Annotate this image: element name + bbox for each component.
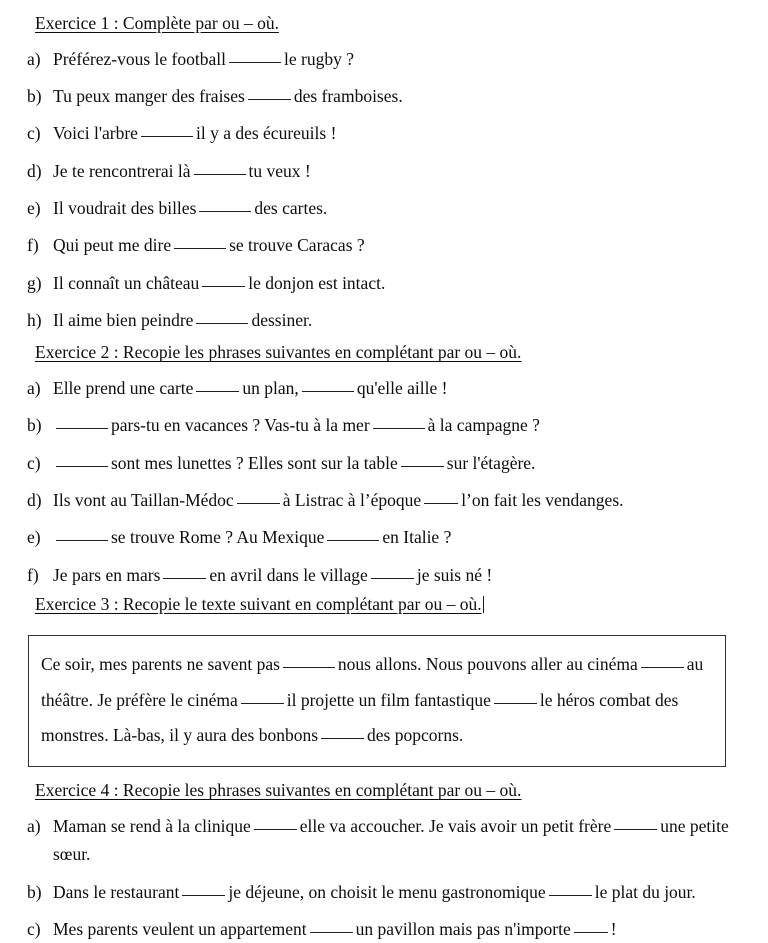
item-text-before: Il aime bien peindre — [53, 310, 194, 331]
item-text-part2: à Listrac à l’époque — [282, 490, 422, 511]
item-text-part3: en Italie ? — [382, 527, 452, 548]
item-text-before: Je te rencontrerai là — [53, 160, 191, 181]
list-item — [0, 915, 768, 943]
list-item — [0, 486, 768, 514]
item-text-part2: en avril dans le village — [209, 564, 368, 585]
exercise-1-heading-text: Exercice 1 : Complète par ou – où. — [35, 13, 279, 33]
item-marker: a) — [27, 48, 41, 69]
answer-blank[interactable] — [229, 50, 281, 63]
item-text-before: Il connaît un château — [53, 272, 200, 293]
list-item — [0, 45, 768, 73]
list-item — [0, 269, 768, 297]
answer-blank[interactable] — [401, 454, 444, 467]
item-text-part3: l’on fait les vendanges. — [461, 490, 624, 511]
text-part-4: il projette un film fantastique — [286, 689, 491, 710]
answer-blank[interactable] — [196, 311, 248, 324]
answer-blank[interactable] — [141, 124, 193, 137]
list-item — [0, 812, 768, 869]
item-text-part1: Ils vont au Taillan-Médoc — [53, 490, 234, 511]
item-text-part1: Je pars en mars — [53, 564, 161, 585]
exercise-4-heading — [35, 779, 768, 803]
exercise-3-heading-text: Exercice 3 : Recopie le texte suivant en complétant par ou – où. — [35, 594, 482, 615]
item-text-part2: un pavillon mais pas n'importe — [355, 918, 571, 939]
answer-blank[interactable] — [199, 199, 251, 212]
exercise-4-list — [0, 812, 768, 943]
item-text-after: dessiner. — [251, 310, 313, 331]
item-text-part3: sur l'étagère. — [446, 452, 536, 473]
item-text-part2: sont mes lunettes ? Elles sont sur la table — [111, 452, 398, 473]
answer-blank[interactable] — [196, 379, 239, 392]
answer-blank[interactable] — [254, 817, 297, 830]
answer-blank[interactable] — [614, 817, 657, 830]
item-marker: g) — [27, 272, 42, 293]
answer-blank[interactable] — [574, 920, 608, 933]
item-marker: c) — [27, 918, 41, 939]
list-item — [0, 374, 768, 402]
item-text-part2: elle va accoucher. Je vais avoir un petit frère — [299, 815, 612, 836]
item-text-part3: je suis né ! — [416, 564, 493, 585]
item-marker: c) — [27, 452, 41, 473]
answer-blank[interactable] — [248, 87, 291, 100]
item-text-part3: ! — [610, 918, 617, 939]
list-item — [0, 411, 768, 439]
item-marker: a) — [27, 378, 41, 398]
item-marker: b) — [27, 881, 42, 902]
answer-blank[interactable] — [174, 236, 226, 249]
answer-blank[interactable] — [56, 416, 108, 429]
list-item — [0, 306, 768, 334]
list-item — [0, 449, 768, 477]
answer-blank[interactable] — [373, 416, 425, 429]
item-marker: f) — [27, 564, 39, 585]
answer-blank[interactable] — [163, 566, 206, 579]
item-marker: h) — [27, 310, 42, 331]
answer-blank[interactable] — [302, 379, 354, 392]
answer-blank[interactable] — [549, 883, 592, 896]
text-part-3: au théâtre. Je préfère le cinéma — [41, 653, 704, 710]
answer-blank[interactable] — [321, 726, 364, 739]
item-text-after: le donjon est intact. — [248, 272, 386, 293]
item-text-after: des cartes. — [254, 198, 328, 218]
answer-blank[interactable] — [182, 883, 225, 896]
exercise-1-list — [0, 45, 768, 335]
answer-blank[interactable] — [241, 691, 284, 704]
exercise-2-list — [0, 374, 768, 589]
list-item — [0, 119, 768, 147]
answer-blank[interactable] — [494, 691, 537, 704]
item-text-part1: Dans le restaurant — [53, 881, 180, 902]
list-item — [0, 231, 768, 259]
item-text-after: le rugby ? — [283, 48, 354, 69]
item-text-after: des framboises. — [293, 85, 403, 106]
item-text-after: il y a des écureuils ! — [195, 123, 337, 144]
answer-blank[interactable] — [310, 920, 353, 933]
item-text-part3: une petite sœur. — [53, 815, 729, 865]
item-marker: b) — [27, 85, 42, 106]
answer-blank[interactable] — [56, 528, 108, 541]
item-text-before: Il voudrait des billes — [53, 198, 197, 218]
item-marker: e) — [27, 198, 41, 218]
list-item — [0, 523, 768, 551]
answer-blank[interactable] — [641, 655, 684, 668]
exercise-3-heading — [35, 593, 768, 617]
item-text-part2: pars-tu en vacances ? Vas-tu à la mer — [111, 415, 370, 436]
exercise-2-heading-text: Exercice 2 : Recopie les phrases suivantes en complétant par ou – où. — [35, 342, 522, 363]
answer-blank[interactable] — [56, 454, 108, 467]
item-text-part3: à la campagne ? — [427, 415, 540, 436]
exercise-1-heading — [35, 12, 768, 36]
text-cursor-caret — [483, 596, 484, 613]
item-text-after: se trouve Caracas ? — [229, 235, 365, 256]
list-item — [0, 561, 768, 589]
list-item — [0, 878, 768, 906]
answer-blank[interactable] — [327, 528, 379, 541]
answer-blank[interactable] — [237, 491, 280, 504]
item-text-before: Qui peut me dire — [53, 235, 172, 256]
exercise-4-heading-text: Exercice 4 : Recopie les phrases suivantes en complétant par ou – où. — [35, 780, 522, 801]
answer-blank[interactable] — [202, 274, 245, 287]
answer-blank[interactable] — [424, 491, 458, 504]
exercise-3-text-box — [28, 635, 726, 768]
item-text-part2: se trouve Rome ? Au Mexique — [111, 527, 325, 548]
item-marker: f) — [27, 235, 39, 256]
list-item — [0, 194, 768, 222]
item-text-before: Tu peux manger des fraises — [53, 85, 245, 106]
exercise-3-paragraph — [41, 647, 711, 755]
item-marker: b) — [27, 415, 42, 436]
item-text-part2: un plan, — [242, 378, 299, 398]
item-text-part1: Maman se rend à la clinique — [53, 815, 251, 836]
answer-blank[interactable] — [283, 655, 335, 668]
text-part-1: Ce soir, mes parents ne savent pas — [41, 653, 280, 674]
item-text-part2: je déjeune, on choisit le menu gastronomique — [228, 881, 546, 902]
text-part-6: des popcorns. — [367, 725, 464, 746]
item-marker: d) — [27, 160, 42, 181]
list-item — [0, 82, 768, 110]
item-marker: d) — [27, 490, 42, 511]
item-text-part1: Mes parents veulent un appartement — [53, 918, 307, 939]
text-part-5: le héros combat des monstres. Là-bas, il y aura des bonbons — [41, 689, 679, 746]
item-text-part3: le plat du jour. — [594, 881, 696, 902]
item-text-part3: qu'elle aille ! — [356, 378, 448, 398]
item-marker: c) — [27, 123, 41, 144]
item-text-before: Voici l'arbre — [53, 123, 138, 144]
list-item — [0, 157, 768, 185]
exercise-2-heading — [35, 341, 768, 365]
answer-blank[interactable] — [371, 566, 414, 579]
text-part-2: nous allons. Nous pouvons aller au cinéma — [337, 653, 638, 674]
item-text-after: tu veux ! — [248, 160, 311, 181]
answer-blank[interactable] — [194, 162, 246, 175]
item-text-before: Préférez-vous le football — [53, 48, 226, 69]
item-text-part1: Elle prend une carte — [53, 378, 194, 398]
item-marker: e) — [27, 527, 41, 548]
item-marker: a) — [27, 815, 41, 836]
